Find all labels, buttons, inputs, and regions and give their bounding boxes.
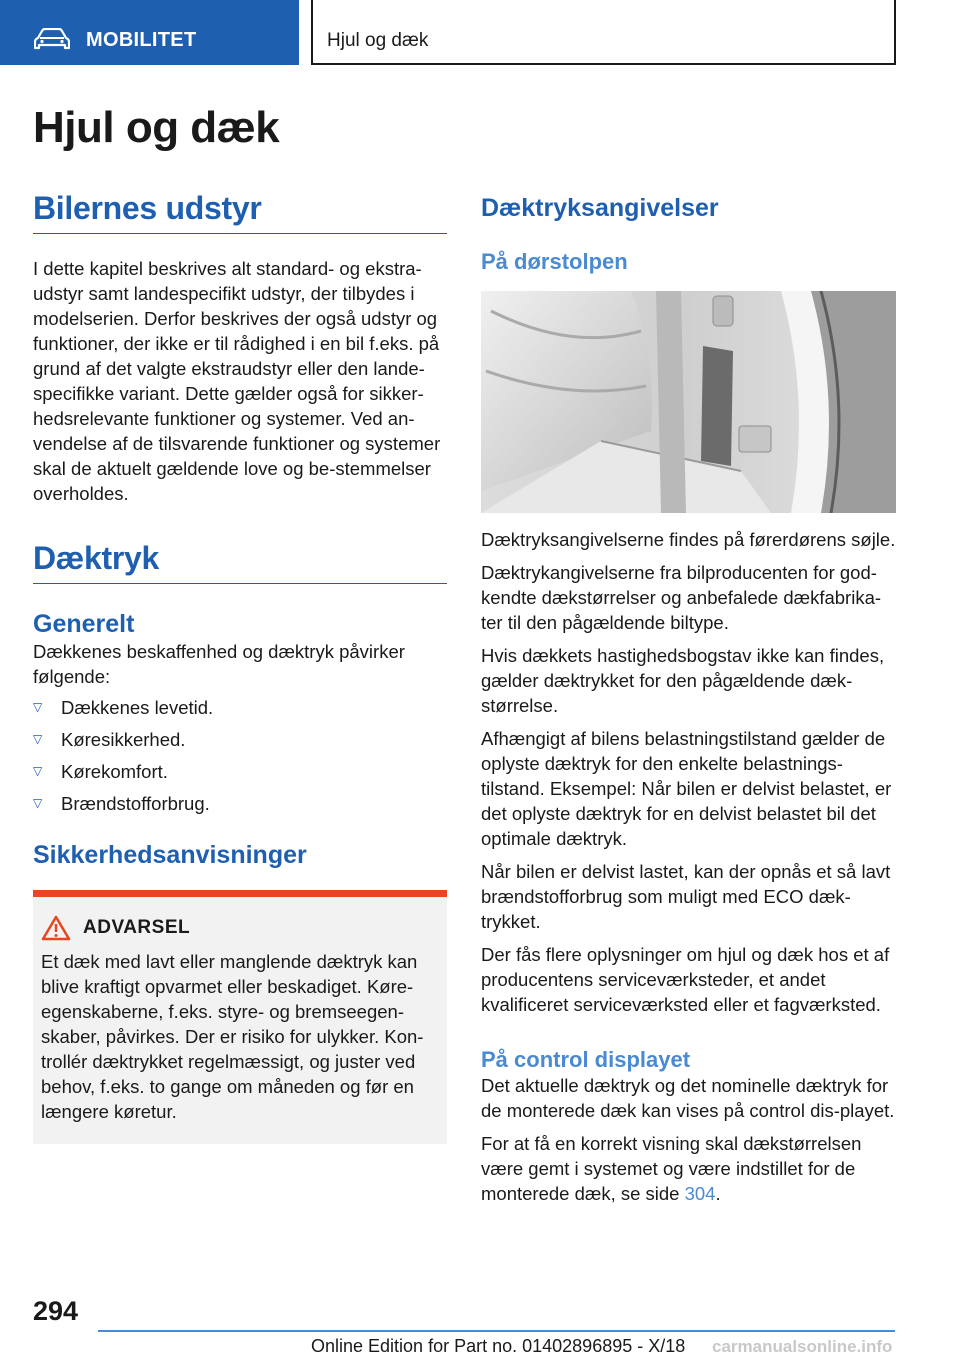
warning-text: Et dæk med lavt eller manglende dæktryk kan blive kraftigt opvarmet eller beskadiget. Køre-egenskaberne, f.eks. styre- og bremseegen-skaber, påvirkes. Der er risiko for ulykker. Kon-trollér dæktrykket regelmæssigt, og juster ved behov, f.eks. to gange om måneden og før en længere køretur. [41,951,424,1122]
car-icon [34,28,70,50]
pressure-paragraph: Der fås flere oplysninger om hjul og dæk hos et af producentens serviceværksteder, et andet kvalificeret serviceværksted eller et fagværksted. [481,944,890,1015]
page-reference-link[interactable]: 304 [684,1183,716,1204]
warning-triangle-icon [41,915,71,941]
pressure-paragraph: Afhængigt af bilens belastningstilstand gælder de oplyste dæktryk for den enkelte belastnings-tilstand. Eksempel: Når bilen er delvist belastet, er det oplyste dæktryk for en delvist belastet bil det optimale dæktryk. [481,728,892,849]
left-column [33,190,447,1144]
pressure-paragraph: Når bilen er delvist lastet, kan der opnås et så lavt brændstofforbrug som muligt med ECO dæk-trykket. [481,861,891,932]
section-label: MOBILITET [86,29,197,51]
list-item: ▽ Køresikkerhed. [33,729,186,750]
page-title: Hjul og dæk [33,103,280,152]
tire-size-paragraph: For at få en korrekt visning skal dækstørrelsen være gemt i systemet og være indstillet for de monterede dæk, se side 304. [481,1133,862,1204]
list-item: ▽ Dækkenes levetid. [33,697,214,718]
pressure-paragraphs [481,527,896,1017]
equipment-paragraph: I dette kapitel beskrives alt standard- og ekstra-udstyr samt landespecifikt udstyr, der tilbydes i modelserien. Derfor beskrives der også udstyr og funktioner, der ikke er til rådighed i en bil f.eks. på grund af det valgte ekstraudstyr eller den lande-specifikke variant. Dette gælder også for sikker-hedsrelevante funktioner og systemer. Ved an-vendelse af de tilsvarende funktioner og systemer skal de aktuelt gældende love og be-stemmelser overholdes. [33,258,441,504]
edition-note: Online Edition for Part no. 01402896895 - X/18 [311,1336,686,1356]
general-paragraph: Dækkenes beskaffenhed og dæktryk påvirker følgende: [33,641,405,687]
door-pillar-image [481,291,896,513]
triangle-bullet-icon: ▽ [33,764,43,778]
tire-pressure-heading: Dæktryk [33,540,447,584]
pressure-paragraph: Hvis dækkets hastighedsbogstav ikke kan findes, gælder dæktrykket for den pågældende dæk-størrelse. [481,645,885,716]
triangle-bullet-icon: ▽ [33,700,43,714]
pressure-specs-heading: Dæktryksangivelser [481,194,719,222]
control-display-paragraph: Det aktuelle dæktryk og det nominelle dæktryk for de monterede dæk kan vises på control dis-playet. [481,1075,895,1121]
control-display-heading: På control displayet [481,1047,691,1072]
chapter-label: Hjul og dæk [327,30,429,51]
warning-box [33,890,447,1144]
list-item: ▽ Brændstofforbrug. [33,793,210,814]
pressure-paragraph: Dæktrykangivelserne fra bilproducenten for god-kendte dækstørrelser og anbefalede dækfabrika-ter til den pågældende biltype. [481,562,882,633]
right-column [481,190,896,1206]
footer-divider [98,1330,895,1332]
triangle-bullet-icon: ▽ [33,796,43,810]
chapter-tab [311,0,896,65]
page-number: 294 [33,1296,79,1326]
equipment-heading: Bilernes udstyr [33,190,447,234]
effects-list [33,695,447,823]
triangle-bullet-icon: ▽ [33,732,43,746]
warning-label: ADVARSEL [83,917,191,938]
section-tab [0,0,299,65]
watermark: carmanualsonline.info [712,1337,893,1356]
door-pillar-heading: På dørstolpen [481,249,628,274]
list-item: ▽ Kørekomfort. [33,761,168,782]
pressure-paragraph: Dæktryksangivelserne findes på førerdørens søjle. [481,529,896,550]
safety-heading: Sikkerhedsanvisninger [33,841,307,869]
general-heading: Generelt [33,610,135,638]
